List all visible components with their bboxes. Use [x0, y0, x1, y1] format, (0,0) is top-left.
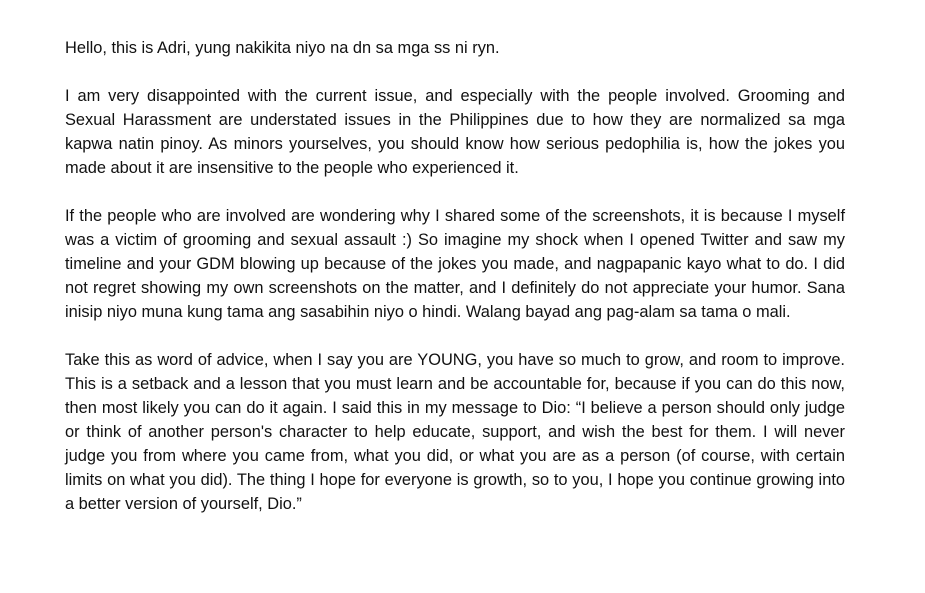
paragraph-advice: Take this as word of advice, when I say you are YOUNG, you have so much to grow, and room to improve. This is a setback and a lesson that you must learn and be accountable for, because if you can do this now, then most likely you can do it again. I said this in my message to Dio: “I believe a person should only judge or think of another person's character to help educate, support, and wish the best for them. I will never judge you from where you came from, what you did, or what you are as a person (of course, with certain limits on what you did). The thing I hope for everyone is growth, so to you, I hope you continue growing into a better version of yourself, Dio.”: [65, 351, 845, 513]
paragraph-disappointment: I am very disappointed with the current issue, and especially with the people involved. Grooming and Sexual Harassment are understated issues in the Philippines due to how they are normalized sa mga kapwa natin pinoy. As minors yourselves, you should know how serious pedophilia is, how the jokes you made about it are insensitive to the people who experienced it.: [65, 87, 845, 177]
paragraph-greeting: Hello, this is Adri, yung nakikita niyo na dn sa mga ss ni ryn.: [65, 39, 500, 57]
document-body: [65, 36, 845, 516]
paragraph-screenshots: If the people who are involved are wondering why I shared some of the screenshots, it is because I myself was a victim of grooming and sexual assault :) So imagine my shock when I opened Twitter and saw my timeline and your GDM blowing up because of the jokes you made, and nagpapanic kayo what to do. I did not regret showing my own screenshots on the matter, and I definitely do not appreciate your humor. Sana inisip niyo muna kung tama ang sasabihin niyo o hindi. Walang bayad ang pag-alam sa tama o mali.: [65, 207, 845, 321]
